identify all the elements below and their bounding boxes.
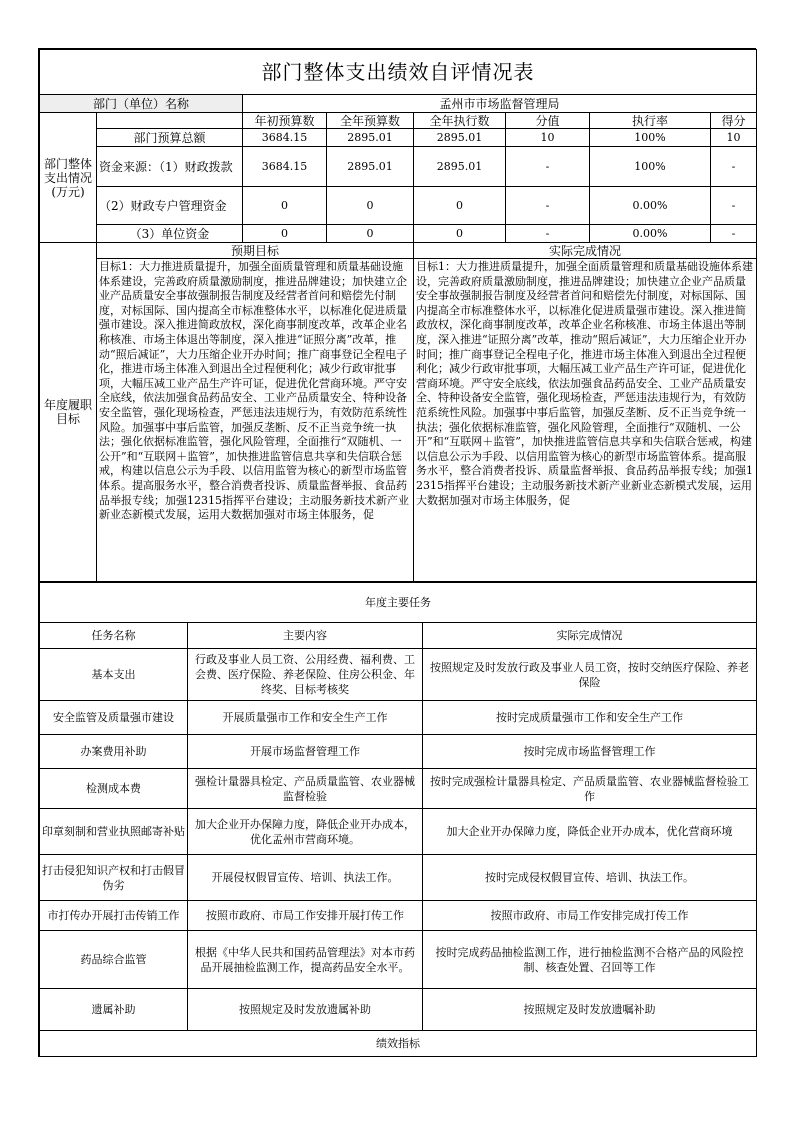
- task-row: [40, 931, 757, 989]
- task-header: 任务名称: [40, 623, 188, 649]
- budget-cell: 100%: [590, 129, 711, 147]
- budget-row: [40, 129, 757, 147]
- budget-cell: 0.00%: [590, 225, 711, 243]
- budget-section-label: 部门整体支出情况(万元): [40, 113, 97, 243]
- task-content: 开展市场监督管理工作: [188, 735, 423, 769]
- budget-header: 全年预算数: [327, 113, 414, 129]
- task-actual: 按时完成侵权假冒宣传、培训、执法工作。: [423, 855, 757, 901]
- performance-table: [38, 48, 756, 1057]
- task-name: 基本支出: [40, 649, 188, 701]
- task-actual: 按照市政府、市局工作安排完成打传工作: [423, 901, 757, 931]
- task-row: [40, 735, 757, 769]
- task-row: [40, 701, 757, 735]
- task-row: [40, 989, 757, 1031]
- actual-goal-text: 目标1：大力推进质量提升，加强全面质量管理和质量基础设施体系建设，完善政府质量激励制度，推进品牌建设；加快建立企业产品质量安全事故强制报告制度及经营者首问和赔偿先付制度，对标国际、国内提高全市标准整体水平，以标准化促进质量强市建设。深入推进简政放权，深化商事制度改革，改革企业名称核准、市场主体退出等制度，深入推进“证照分离”改革，推动“照后减证”，大力压缩企业开办时间；推广商事登记全程电子化，推进市场主体准入到退出全过程便利化；减少行政审批事项，大幅压减工业产品生产许可证，促进优化营商环境。严守安全底线，依法加强食品药品安全、工业产品质量安全、特种设备安全监管，强化现场检查，严惩违法违规行为，有效防范系统性风险。加强事中事后监管，加强反垄断、反不正当竞争统一执法；强化依据标准监管，强化风险管理，全面推行“双随机、一公开”和“互联网＋监管”，加快推进监管信息共享和失信联合惩戒，构建以信息公示为手段、以信用监管为核心的新型市场监管体系。提高服务水平，整合消费者投诉、质量监督举报、食品药品举报专线；加强12315指挥平台建设；主动服务新技术新产业新业态新模式发展，运用大数据加强对市场主体服务，促: [416, 260, 753, 507]
- budget-cell: 100%: [590, 147, 711, 187]
- budget-cell: -: [506, 147, 590, 187]
- budget-cell: -: [506, 225, 590, 243]
- task-content: 按照市政府、市局工作安排开展打传工作: [188, 901, 423, 931]
- task-row: [40, 649, 757, 701]
- budget-cell: 0.00%: [590, 187, 711, 225]
- budget-header: 得分: [711, 113, 757, 129]
- budget-cell: 0: [414, 225, 506, 243]
- budget-cell: 2895.01: [327, 129, 414, 147]
- budget-cell: 3684.15: [243, 129, 327, 147]
- task-actual: 加大企业开办保障力度，降低企业开办成本，优化营商环境: [423, 809, 757, 855]
- task-content: 根据《中华人民共和国药品管理法》对本市药品开展抽检监测工作，提高药品安全水平。: [188, 931, 423, 989]
- task-content: 加大企业开办保障力度，降低企业开办成本，优化孟州市营商环境。: [188, 809, 423, 855]
- task-name: 安全监管及质量强市建设: [40, 701, 188, 735]
- budget-cell: 0: [414, 187, 506, 225]
- budget-row: [40, 147, 757, 187]
- task-actual: 按照规定及时发放行政及事业人员工资，按时交纳医疗保险、养老保险: [423, 649, 757, 701]
- budget-row-label: 资金来源：（1）财政拨款: [97, 147, 243, 187]
- budget-cell: 2895.01: [327, 147, 414, 187]
- task-content: 行政及事业人员工资、公用经费、福利费、工会费、医疗保险、养老保险、住房公积金、年终奖、目标考核奖: [188, 649, 423, 701]
- task-row: [40, 901, 757, 931]
- task-actual: 按时完成质量强市工作和安全生产工作: [423, 701, 757, 735]
- task-name: 印章刻制和营业执照邮寄补贴: [40, 809, 188, 855]
- kpi-section-label: 绩效指标: [40, 1031, 757, 1057]
- budget-cell: 0: [243, 187, 327, 225]
- planned-goal-cell: [97, 259, 414, 582]
- actual-goal-header: 实际完成情况: [414, 243, 757, 259]
- budget-cell: -: [711, 187, 757, 225]
- dept-label: 部门（单位）名称: [40, 95, 243, 113]
- task-header: 实际完成情况: [423, 623, 757, 649]
- budget-cell: 2895.01: [414, 129, 506, 147]
- budget-header: 分值: [506, 113, 590, 129]
- budget-cell: 10: [506, 129, 590, 147]
- task-actual: 按时完成市场监督管理工作: [423, 735, 757, 769]
- task-content: 开展侵权假冒宣传、培训、执法工作。: [188, 855, 423, 901]
- dept-name: 孟州市市场监督管理局: [243, 95, 757, 113]
- task-content: 按照规定及时发放遗属补助: [188, 989, 423, 1031]
- budget-header: 全年执行数: [414, 113, 506, 129]
- task-name: 市打传办开展打击传销工作: [40, 901, 188, 931]
- budget-cell: 2895.01: [414, 147, 506, 187]
- task-name: 检测成本费: [40, 769, 188, 809]
- task-row: [40, 855, 757, 901]
- task-header: 主要内容: [188, 623, 423, 649]
- budget-cell: -: [711, 147, 757, 187]
- page-title: 部门整体支出绩效自评情况表: [40, 50, 757, 95]
- planned-goal-text: 目标1：大力推进质量提升，加强全面质量管理和质量基础设施体系建设，完善政府质量激励制度，推进品牌建设；加快建立企业产品质量安全事故强制报告制度及经营者首问和赔偿先付制度，对标国际、国内提高全市标准整体水平，以标准化促进质量强市建设。深入推进简政放权，深化商事制度改革，改革企业名称核准、市场主体退出等制度，深入推进“证照分离”改革，推动“照后减证”，大力压缩企业开办时间；推广商事登记全程电子化，推进市场主体准入到退出全过程便利化；减少行政审批事项，大幅压减工业产品生产许可证，促进优化营商环境。严守安全底线，依法加强食品药品安全、工业产品质量安全、特种设备安全监管，强化现场检查，严惩违法违规行为，有效防范系统性风险。加强事中事后监管，加强反垄断、反不正当竞争统一执法；强化依据标准监管，强化风险管理，全面推行“双随机、一公开”和“互联网＋监管”，加快推进监管信息共享和失信联合惩戒，构建以信息公示为手段、以信用监管为核心的新型市场监管体系。提高服务水平，整合消费者投诉、质量监督举报、食品药品举报专线；加强12315指挥平台建设；主动服务新技术新产业新业态新模式发展，运用大数据加强对市场主体服务，促: [99, 260, 409, 522]
- task-row: [40, 769, 757, 809]
- task-content: 开展质量强市工作和安全生产工作: [188, 701, 423, 735]
- budget-cell: 10: [711, 129, 757, 147]
- task-name: 药品综合监管: [40, 931, 188, 989]
- annual-goal-label: 年度履职目标: [40, 243, 97, 582]
- budget-cell: 3684.15: [243, 147, 327, 187]
- task-actual: 按时完成药品抽检监测工作，进行抽检监测不合格产品的风险控制、核查处置、召回等工作: [423, 931, 757, 989]
- task-actual: 按时完成强检计量器具检定、产品质量监管、农业器械监督检验工作: [423, 769, 757, 809]
- task-row: [40, 809, 757, 855]
- budget-header: 年初预算数: [243, 113, 327, 129]
- budget-header: 执行率: [590, 113, 711, 129]
- task-name: 办案费用补助: [40, 735, 188, 769]
- tasks-section-label: 年度主要任务: [40, 583, 757, 623]
- budget-row: [40, 225, 757, 243]
- budget-cell: -: [506, 187, 590, 225]
- actual-goal-cell: [414, 259, 757, 582]
- budget-row-label: （2）财政专户管理资金: [97, 187, 243, 225]
- budget-cell: -: [711, 225, 757, 243]
- budget-row-label: （3）单位资金: [97, 225, 243, 243]
- budget-cell: 0: [327, 187, 414, 225]
- budget-cell: 0: [243, 225, 327, 243]
- task-name: 打击侵犯知识产权和打击假冒伪劣: [40, 855, 188, 901]
- budget-header-blank: [97, 113, 243, 129]
- task-actual: 按照规定及时发放遗嘱补助: [423, 989, 757, 1031]
- budget-row: [40, 187, 757, 225]
- budget-row-label: 部门预算总额: [97, 129, 243, 147]
- task-content: 强检计量器具检定、产品质量监管、农业器械监督检验: [188, 769, 423, 809]
- budget-cell: 0: [327, 225, 414, 243]
- planned-goal-header: 预期目标: [97, 243, 414, 259]
- task-name: 遗属补助: [40, 989, 188, 1031]
